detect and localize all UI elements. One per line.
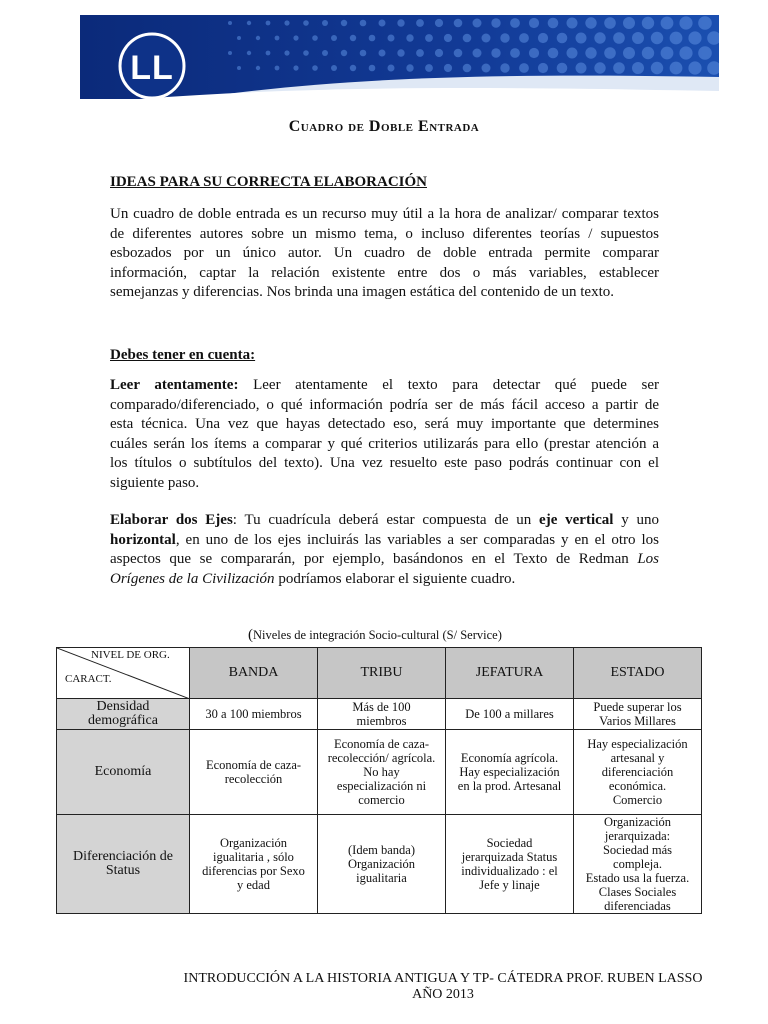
- banner-dot: [454, 49, 463, 58]
- bold-term: eje vertical: [539, 512, 614, 528]
- banner-dot: [670, 62, 683, 75]
- table-cell: [574, 699, 702, 730]
- banner-dot: [661, 47, 674, 60]
- banner-dot: [388, 35, 395, 42]
- bold-term: horizontal: [110, 531, 176, 548]
- text-span: y uno: [613, 512, 659, 528]
- corner-label-top: NIVEL DE ORG.: [91, 649, 170, 661]
- banner-dot: [623, 47, 635, 59]
- banner-dot: [463, 34, 472, 43]
- caption-text: Niveles de integración Socio-cultural (S/ Service): [253, 628, 502, 642]
- banner-dot: [510, 48, 520, 58]
- banner-dot: [312, 35, 318, 41]
- logo-text: LL: [130, 49, 174, 87]
- text-span: : Tu cuadrícula deberá estar compuesta de un: [232, 512, 540, 528]
- bold-term: Leer atentamente:: [110, 377, 239, 393]
- banner-dot: [284, 20, 289, 25]
- cell-line: recolección: [224, 772, 283, 786]
- row-label: [57, 699, 190, 730]
- table-row: [57, 815, 702, 914]
- cell-line: Varios Millares: [599, 714, 676, 728]
- text-line: información, captar la relación existente entre dos o más variables, establecer: [110, 264, 659, 281]
- cell-line: De 100 a millares: [465, 707, 554, 721]
- footer-year: AÑO 2013: [412, 987, 474, 1002]
- italic-term: Orígenes de la Civilización: [110, 570, 275, 587]
- cell-line: comercio: [358, 793, 405, 807]
- column-header: ESTADO: [574, 648, 702, 699]
- italic-term: Los: [637, 551, 659, 567]
- cell-line: demográfica: [88, 713, 158, 728]
- table-cell: [446, 699, 574, 730]
- cell-line: Hay especialización: [459, 765, 560, 779]
- text-line: Un cuadro de doble entrada es un recurso muy útil a la hora de analizar/ comparar textos: [110, 206, 659, 222]
- banner-dot: [425, 34, 433, 42]
- banner-dot: [266, 21, 271, 26]
- cell-line: Más de 100: [352, 700, 411, 714]
- banner-dot: [538, 33, 548, 43]
- banner-dot: [661, 17, 674, 30]
- cell-line: individualizado : el: [461, 864, 558, 878]
- banner-dot: [613, 32, 625, 44]
- banner-dot: [482, 34, 491, 43]
- table-row: [57, 699, 702, 730]
- banner-dot: [303, 50, 309, 56]
- text-span: , en uno de los ejes incluirás las variables a ser comparadas y en el otro los: [175, 531, 659, 548]
- banner-dot: [303, 20, 309, 26]
- banner-dot: [341, 50, 347, 56]
- cell-line: especialización ni: [336, 779, 427, 793]
- text-line: [110, 511, 659, 531]
- banner-dot: [379, 50, 386, 57]
- banner-dot: [369, 65, 376, 72]
- table-cell: [574, 815, 702, 914]
- text-line: [110, 376, 659, 396]
- banner-dot: [256, 36, 260, 40]
- text-line: semejanzas y diferencias. Nos brinda una imagen estática del contenido de un texto.: [110, 284, 614, 300]
- banner-dot: [237, 36, 241, 40]
- banner-dot: [548, 48, 559, 59]
- banner-dot: [500, 33, 509, 42]
- banner-dot: [510, 18, 520, 28]
- cell-line: diferenciadas: [604, 899, 671, 913]
- table-cell: [190, 815, 318, 914]
- banner-dot: [312, 65, 318, 71]
- banner-dot: [331, 35, 337, 41]
- table-cell: [446, 730, 574, 815]
- column-header: JEFATURA: [446, 648, 574, 699]
- banner-dot: [463, 64, 472, 73]
- banner-dot: [293, 35, 298, 40]
- banner-dot: [500, 63, 509, 72]
- banner-dot: [369, 35, 376, 42]
- text-line: esbozados por un único autor. Un cuadro de doble entrada permite comparar: [110, 245, 659, 261]
- banner-dot: [473, 19, 482, 28]
- table-header-row: [57, 648, 702, 699]
- banner-dot: [435, 19, 443, 27]
- banner-dot: [491, 18, 500, 27]
- banner-dot: [360, 50, 367, 57]
- banner-dot: [594, 62, 605, 73]
- banner-dot: [632, 62, 644, 74]
- banner-dot: [416, 19, 424, 27]
- banner-dot: [322, 50, 328, 56]
- row-label: [57, 730, 190, 815]
- banner-dot: [529, 48, 539, 58]
- table-caption: [248, 627, 502, 644]
- cell-line: económica.: [608, 779, 667, 793]
- banner-dot: [688, 61, 701, 74]
- banner-dot: [567, 48, 578, 59]
- text-line: cuáles serán los ítems a comparar y qué criterios utilizarás para ello (prestar atención a: [110, 435, 659, 452]
- banner-dot: [632, 32, 644, 44]
- banner-dot: [482, 64, 491, 73]
- cell-line: Sociedad más: [602, 843, 673, 857]
- cell-line: Economía agrícola.: [460, 751, 559, 765]
- cell-line: Sociedad: [486, 836, 533, 850]
- banner-dot: [585, 47, 596, 58]
- cell-line: en la prod. Artesanal: [457, 779, 562, 793]
- banner-dot: [350, 35, 356, 41]
- cell-line: Economía: [94, 764, 152, 779]
- cell-line: Diferenciación de: [73, 849, 173, 864]
- column-header: BANDA: [190, 648, 318, 699]
- cell-line: Organización: [347, 857, 416, 871]
- table-cell: [190, 730, 318, 815]
- table-cell: [574, 730, 702, 815]
- table-cell: [318, 699, 446, 730]
- banner-dot: [444, 64, 452, 72]
- banner-dot: [557, 33, 568, 44]
- cell-line: 30 a 100 miembros: [205, 707, 302, 721]
- text-line: los títulos o subtítulos del texto). Una vez resuelto este paso podrás continuar con el: [110, 455, 659, 471]
- banner-dot: [293, 65, 298, 70]
- cell-line: y edad: [237, 878, 270, 892]
- cell-line: Organización: [219, 836, 288, 850]
- text-span: Leer atentamente el texto para detectar qué puede ser: [238, 377, 660, 393]
- table-cell: [318, 815, 446, 914]
- banner-dot: [388, 65, 395, 72]
- comparison-table: [56, 647, 702, 914]
- banner-dot: [538, 63, 548, 73]
- banner-dot: [679, 16, 692, 29]
- banner-dot: [679, 46, 692, 59]
- cell-line: Economía de caza-: [205, 758, 302, 772]
- text-span: aspectos que se compararán, por ejemplo, basándonos en el Texto de Redman: [110, 551, 638, 567]
- text-line: [110, 531, 659, 551]
- banner-dot: [454, 19, 463, 28]
- cell-line: igualitaria: [356, 871, 407, 885]
- corner-cell: [57, 648, 190, 699]
- cell-line: Clases Sociales: [598, 885, 677, 899]
- page-title: Cuadro de Doble Entrada: [288, 118, 480, 135]
- text-line: [110, 570, 659, 590]
- banner-dot: [350, 65, 356, 71]
- banner-dot: [688, 31, 701, 44]
- banner-dot: [425, 64, 433, 72]
- banner-dot: [473, 49, 482, 58]
- banner-dot: [642, 17, 654, 29]
- cell-line: jerarquizada:: [604, 829, 671, 843]
- banner-dot: [360, 20, 367, 27]
- banner-dot: [266, 51, 271, 56]
- intro-paragraph: [110, 205, 659, 303]
- corner-label-bottom: CARACT.: [65, 673, 112, 685]
- banner-dot: [623, 17, 635, 29]
- banner-dot: [548, 18, 559, 29]
- section-heading-ideas: IDEAS PARA SU CORRECTA ELABORACIÓN: [110, 174, 427, 190]
- cell-line: diferenciación: [601, 765, 674, 779]
- banner-dot: [284, 50, 289, 55]
- banner-dot: [576, 33, 587, 44]
- cell-line: (Idem banda): [348, 843, 415, 857]
- banner-dot: [397, 49, 404, 56]
- banner-dot: [529, 18, 539, 28]
- cell-line: recolección/ agrícola.: [327, 751, 436, 765]
- cell-line: Status: [105, 863, 141, 878]
- banner-dot: [379, 20, 386, 27]
- banner-dot: [406, 34, 413, 41]
- text-line: de diferentes autores sobre un mismo tema, o incluso diferentes teorías / supuestos: [110, 225, 659, 242]
- banner-dot: [331, 65, 337, 71]
- table-cell: [318, 730, 446, 815]
- paragraph-leer-atentamente: [110, 376, 659, 493]
- banner-dot: [698, 16, 712, 30]
- text-line: comparado/diferenciado, o qué información podría ser de más fácil acceso a partir de: [110, 396, 659, 413]
- cell-line: compleja.: [613, 857, 662, 871]
- cell-line: Hay especialización: [587, 737, 688, 751]
- banner-dot: [519, 33, 529, 43]
- banner-dot: [256, 66, 260, 70]
- paragraph-elaborar-ejes: [110, 511, 659, 589]
- cell-line: Puede superar los: [593, 700, 682, 714]
- cell-line: jerarquizada Status: [461, 850, 558, 864]
- page-footer: [110, 971, 768, 1003]
- cell-line: Comercio: [612, 793, 663, 807]
- footer-line: INTRODUCCIÓN A LA HISTORIA ANTIGUA Y TP- CÁTEDRA PROF. RUBEN LASSO: [183, 971, 703, 986]
- cell-line: Organización: [603, 815, 672, 829]
- bold-term: Elaborar dos Ejes: [110, 512, 233, 528]
- banner-dot: [322, 20, 328, 26]
- banner-dot: [519, 63, 529, 73]
- table-cell: [190, 699, 318, 730]
- section-heading-tener-en-cuenta: Debes tener en cuenta:: [110, 347, 256, 363]
- cell-line: Densidad: [96, 699, 150, 714]
- cell-line: artesanal y: [610, 751, 665, 765]
- banner-dot: [247, 21, 251, 25]
- banner-dot: [435, 49, 443, 57]
- cell-line: miembros: [356, 714, 407, 728]
- banner-dot: [406, 64, 413, 71]
- text-line: [110, 550, 659, 570]
- row-label: [57, 815, 190, 914]
- banner-dot: [237, 66, 241, 70]
- table-row: [57, 730, 702, 815]
- banner-dot: [341, 20, 347, 26]
- cell-line: igualitaria , sólo: [213, 850, 294, 864]
- cell-line: Economía de caza-: [333, 737, 430, 751]
- banner-dot: [651, 32, 663, 44]
- column-header: TRIBU: [318, 648, 446, 699]
- banner-dot: [576, 63, 587, 74]
- banner-dot: [444, 34, 452, 42]
- banner-dot: [275, 66, 280, 71]
- banner-dot: [557, 63, 568, 74]
- banner-dot: [397, 19, 404, 26]
- banner-dot: [604, 17, 616, 29]
- banner-dot: [698, 46, 712, 60]
- text-span: podríamos elaborar el siguiente cuadro.: [274, 570, 516, 587]
- text-line: esta técnica. Una vez que hayas detectado eso, será muy importante que determines: [110, 416, 659, 432]
- banner-dot: [228, 21, 232, 25]
- banner-dot: [642, 47, 654, 59]
- cell-line: Jefe y linaje: [479, 878, 540, 892]
- cell-line: No hay: [363, 765, 400, 779]
- table-cell: [446, 815, 574, 914]
- cell-line: diferencias por Sexo: [202, 864, 305, 878]
- banner-dot: [594, 32, 605, 43]
- cell-line: Estado usa la fuerza.: [585, 871, 690, 885]
- banner-dot: [247, 51, 251, 55]
- banner-dot: [604, 47, 616, 59]
- banner-dot: [651, 62, 663, 74]
- banner-dot: [613, 62, 625, 74]
- banner-dot: [567, 18, 578, 29]
- text-line: siguiente paso.: [110, 474, 200, 491]
- banner-dot: [491, 48, 500, 57]
- banner-dot: [585, 17, 596, 28]
- banner-dot: [416, 49, 424, 57]
- banner-dot: [228, 51, 232, 55]
- banner-dot: [275, 36, 280, 41]
- banner-dot: [670, 32, 683, 45]
- caption-paren: (: [248, 627, 253, 643]
